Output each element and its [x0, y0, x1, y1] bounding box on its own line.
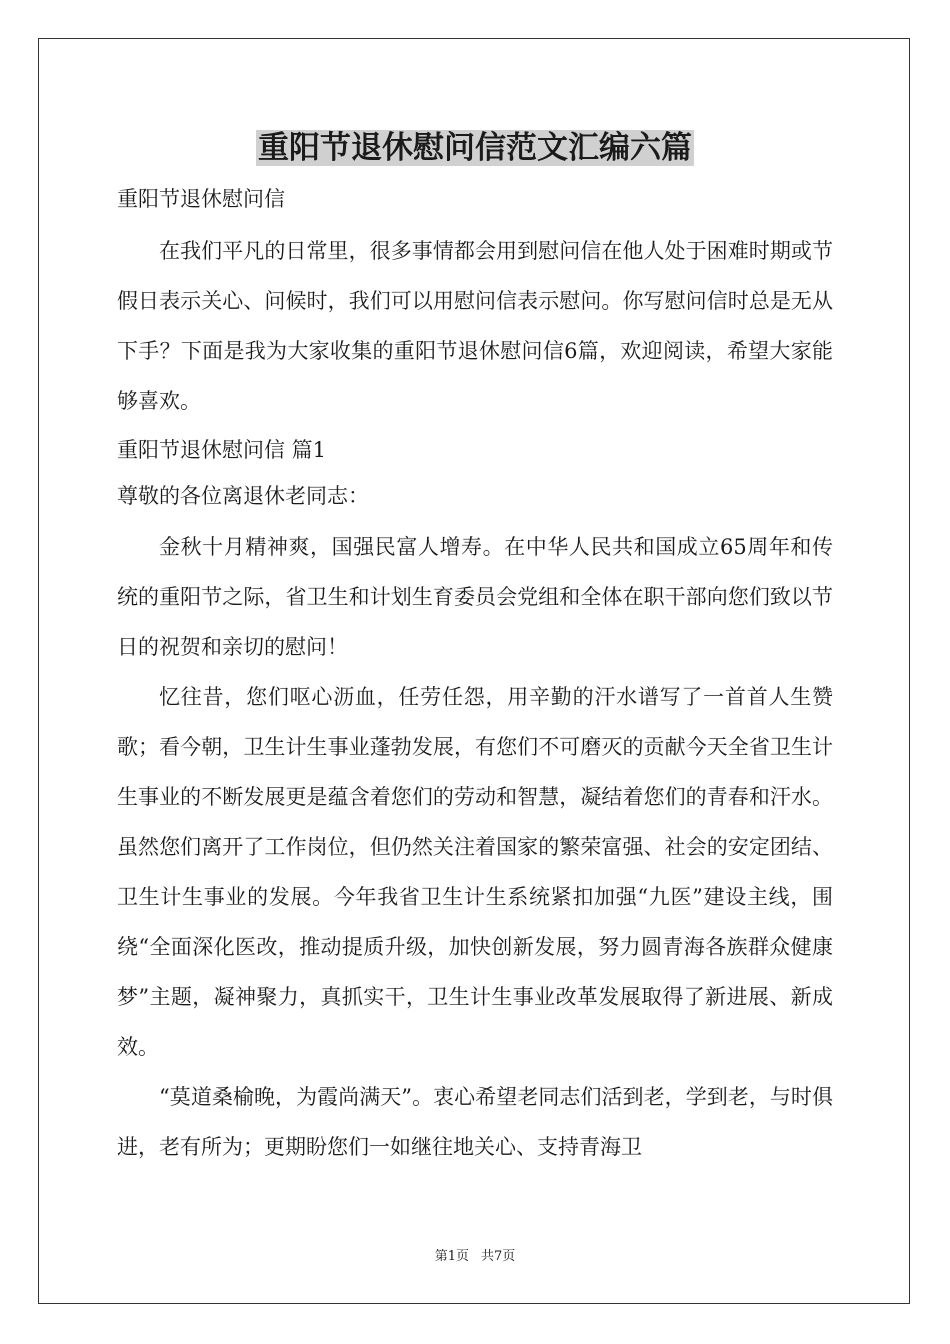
salutation: 尊敬的各位离退休老同志： — [117, 484, 369, 508]
intro-paragraph: 在我们平凡的日常里，很多事情都会用到慰问信在他人处于困难时期或节假日表示关心、问候时，我们可以用慰问信表示慰问。你写慰问信时总是无从下手？下面是我为大家收集的重阳节退休慰问信6篇，欢迎阅读，希望大家能够喜欢。 — [117, 239, 833, 413]
document-title-text: 重阳节退休慰问信范文汇编六篇 — [258, 130, 692, 166]
body-paragraph-2: 忆往昔，您们呕心沥血，任劳任怨，用辛勤的汗水谱写了一首首人生赞歌；看今朝，卫生计生事业蓬勃发展，有您们不可磨灭的贡献今天全省卫生计生事业的不断发展更是蕴含着您们的劳动和智慧，凝结着您们的青春和汗水。虽然您们离开了工作岗位，但仍然关注着国家的繁荣富强、社会的安定团结、卫生计生事业的发展。今年我省卫生计生系统紧扣加强“九医”建设主线，围绕“全面深化医改，推动提质升级，加快创新发展，努力圆青海各族群众健康梦”主题，凝神聚力，真抓实干，卫生计生事业改革发展取得了新进展、新成效。 — [117, 685, 833, 1059]
document-body — [117, 178, 833, 1172]
page-number-current: 第1页 — [434, 1249, 469, 1264]
document-title — [0, 126, 950, 170]
document-subtitle: 重阳节退休慰问信 — [117, 187, 285, 211]
body-paragraph-3: “莫道桑榆晚，为霞尚满天”。衷心希望老同志们活到老，学到老，与时俱进，老有所为；更期盼您们一如继往地关心、支持青海卫 — [117, 1085, 833, 1159]
page-number-total: 共7页 — [481, 1249, 516, 1264]
body-paragraph-1: 金秋十月精神爽，国强民富人增寿。在中华人民共和国成立65周年和传统的重阳节之际，省卫生和计划生育委员会党组和全体在职干部向您们致以节日的祝贺和亲切的慰问！ — [117, 535, 833, 659]
section-heading: 重阳节退休慰问信 篇1 — [117, 438, 327, 462]
page-footer — [0, 1247, 950, 1267]
